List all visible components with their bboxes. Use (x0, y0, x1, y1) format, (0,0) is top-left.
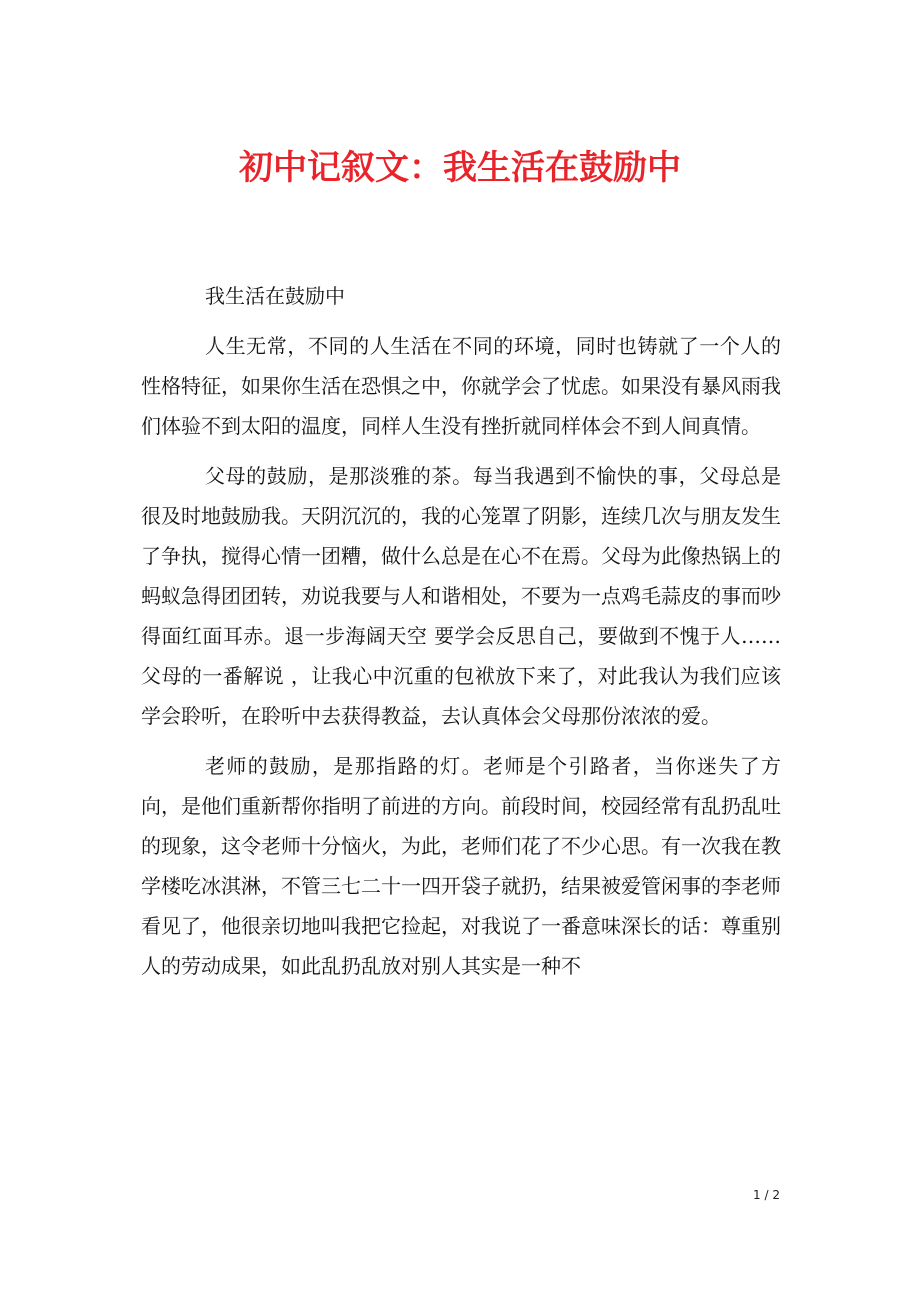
page-number: 1 / 2 (753, 1188, 780, 1202)
document-body (141, 276, 781, 996)
paragraph-1: 人生无常，不同的人生活在不同的环境，同时也铸就了一个人的性格特征，如果你生活在恐惧之中，你就学会了忧虑。如果没有暴风雨我们体验不到太阳的温度，同样人生没有挫折就同样体会不到人间真情。 (141, 334, 781, 438)
essay-heading: 我生活在鼓励中 (205, 284, 345, 308)
paragraph-3: 老师的鼓励，是那指路的灯。老师是个引路者，当你迷失了方向，是他们重新帮你指明了前进的方向。前段时间，校园经常有乱扔乱吐的现象，这令老师十分恼火，为此，老师们花了不少心思。有一次我在教学楼吃冰淇淋，不管三七二十一四开袋子就扔，结果被爱管闲事的李老师看见了，他很亲切地叫我把它捡起，对我说了一番意味深长的话：尊重别人的劳动成果，如此乱扔乱放对别人其实是一种不 (141, 754, 781, 978)
paragraph-2: 父母的鼓励，是那淡雅的茶。每当我遇到不愉快的事，父母总是很及时地鼓励我。天阴沉沉的，我的心笼罩了阴影，连续几次与朋友发生了争执，搅得心情一团糟，做什么总是在心不在焉。父母为此像热锅上的蚂蚁急得团团转，劝说我要与人和谐相处，不要为一点鸡毛蒜皮的事而吵得面红面耳赤。退一步海阔天空 要学会反思自己，要做到不愧于人……父母的一番解说 ，让我心中沉重的包袱放下来了，对此我认为我们应该学会聆听，在聆听中去获得教益，去认真体会父母那份浓浓的爱。 (141, 464, 781, 728)
document-title: 初中记叙文：我生活在鼓励中 (239, 148, 681, 188)
